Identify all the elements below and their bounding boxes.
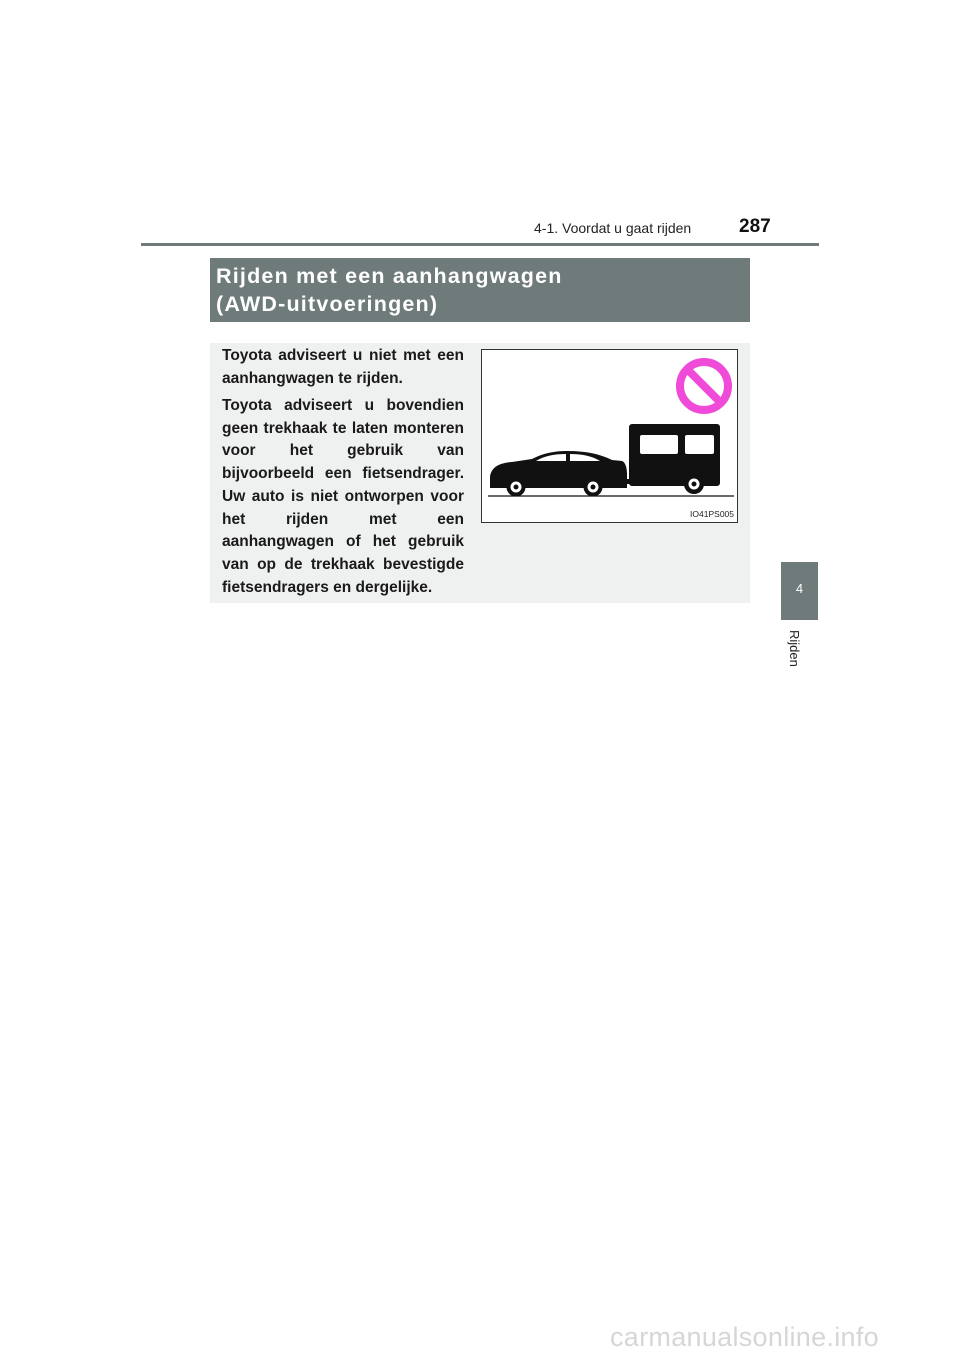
figure-id-label: IO41PS005 bbox=[690, 509, 734, 519]
body-paragraph-2: Toyota adviseert u bovendien geen trekhaak te laten monteren voor het gebruik van bijvoorbeeld een fietsendrager. Uw auto is niet ontworpen voor het rijden met een aanhangwagen of het gebruik van op de trekhaak bevestigde fietsendragers en dergelijke. bbox=[222, 397, 464, 596]
figure-illustration bbox=[481, 349, 738, 523]
content-box bbox=[210, 343, 750, 603]
header-section-title: 4-1. Voordat u gaat rijden bbox=[534, 220, 692, 236]
car-towing-trailer-illustration bbox=[482, 350, 739, 524]
chapter-tab-label: Rijden bbox=[787, 630, 802, 667]
body-paragraph-1: Toyota adviseert u niet met een aanhangwagen te rijden. bbox=[222, 347, 464, 387]
header-divider bbox=[141, 243, 819, 246]
section-title-bar bbox=[210, 258, 750, 322]
footer-watermark: carmanualsonline.info bbox=[610, 1322, 879, 1352]
page-number: 287 bbox=[739, 216, 771, 237]
prohibition-icon bbox=[680, 362, 728, 410]
section-title-line-1: Rijden met een aanhangwagen bbox=[216, 264, 563, 288]
chapter-tab[interactable] bbox=[781, 562, 818, 620]
section-title-line-2: (AWD-uitvoeringen) bbox=[216, 292, 439, 316]
trailer-icon bbox=[614, 424, 720, 494]
chapter-tab-number: 4 bbox=[795, 581, 804, 596]
